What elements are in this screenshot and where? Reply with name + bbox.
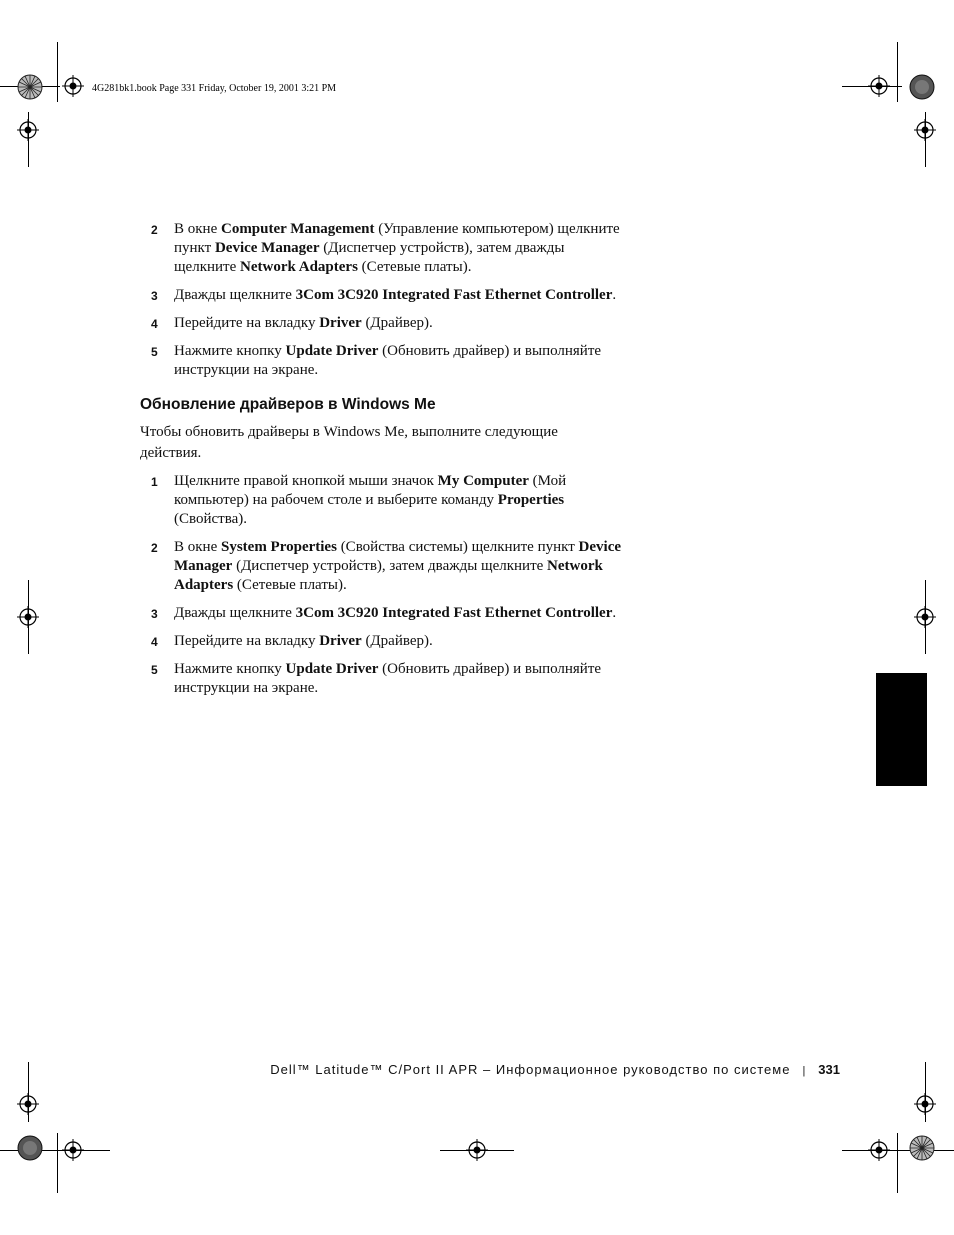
step-text bbox=[174, 472, 624, 529]
ui-term: Computer Management bbox=[220, 221, 375, 237]
list-item bbox=[140, 286, 640, 305]
step-text-run: Дважды щелкните bbox=[174, 287, 296, 303]
registration-target-icon bbox=[914, 606, 936, 628]
step-text-run: . bbox=[612, 287, 617, 303]
step-text-run: В окне bbox=[174, 539, 221, 555]
registration-target-icon bbox=[17, 119, 39, 141]
steps-list bbox=[140, 220, 640, 380]
step-text bbox=[174, 660, 624, 698]
step-number: 2 bbox=[151, 223, 158, 237]
step-text-run: (Сетевые платы). bbox=[357, 259, 472, 275]
step-text-run: Перейдите на вкладку bbox=[174, 315, 320, 331]
step-text bbox=[174, 286, 624, 305]
registration-target-icon bbox=[62, 1139, 84, 1161]
main-content bbox=[140, 220, 640, 707]
step-text-run: В окне bbox=[174, 221, 221, 237]
step-number: 5 bbox=[151, 663, 158, 677]
step-text-run: (Свойства системы) щелкните пункт bbox=[336, 539, 579, 555]
ui-term: Properties bbox=[497, 492, 565, 508]
ui-term: Driver bbox=[319, 633, 362, 649]
step-text bbox=[174, 604, 624, 623]
step-text-run: (Диспетчер устройств), затем дважды щелкните bbox=[174, 240, 565, 275]
registration-target-icon bbox=[868, 1139, 890, 1161]
print-slug: 4G281bk1.book Page 331 Friday, October 19, 2001 3:21 PM bbox=[92, 83, 337, 94]
step-text-run: (Диспетчер устройств), затем дважды щелкните bbox=[232, 558, 548, 574]
ui-term: Network Adapters bbox=[240, 259, 358, 275]
section-heading: Обновление драйверов в Windows Me bbox=[140, 396, 436, 413]
list-item bbox=[140, 220, 640, 277]
step-number: 5 bbox=[151, 345, 158, 359]
page-number: 331 bbox=[818, 1062, 840, 1077]
list-item bbox=[140, 660, 640, 698]
step-text-run: Дважды щелкните bbox=[174, 605, 296, 621]
list-item bbox=[140, 342, 640, 380]
step-number: 4 bbox=[151, 635, 158, 649]
step-text bbox=[174, 220, 624, 277]
step-number: 3 bbox=[151, 289, 158, 303]
step-text bbox=[174, 342, 624, 380]
step-text-run: (Сетевые платы). bbox=[233, 577, 347, 593]
step-number: 3 bbox=[151, 607, 158, 621]
step-text-run: Щелкните правой кнопкой мыши значок bbox=[174, 473, 438, 489]
list-item bbox=[140, 632, 640, 651]
ui-term: 3Com 3C920 Integrated Fast Ethernet Controller bbox=[295, 287, 613, 303]
step-text bbox=[174, 538, 624, 595]
halftone-mark-icon bbox=[17, 1135, 43, 1161]
step-text-run: (Драйвер). bbox=[361, 633, 433, 649]
ui-term: Update Driver bbox=[285, 661, 379, 677]
steps-list bbox=[140, 472, 640, 698]
intro-paragraph: Чтобы обновить драйверы в Windows Me, выполните следующие действия. bbox=[140, 424, 558, 461]
step-number: 4 bbox=[151, 317, 158, 331]
registration-target-icon bbox=[914, 1093, 936, 1115]
step-text-run: (Мой компьютер) на рабочем столе и выберите команду bbox=[174, 473, 567, 508]
registration-target-icon bbox=[868, 75, 890, 97]
ui-term: My Computer bbox=[437, 473, 529, 489]
list-item bbox=[140, 314, 640, 333]
ui-term: Device Manager bbox=[214, 240, 320, 256]
step-text-run: . bbox=[612, 605, 617, 621]
ui-term: Device Manager bbox=[174, 539, 622, 574]
registration-target-icon bbox=[62, 75, 84, 97]
starburst-mark-icon bbox=[17, 74, 43, 100]
list-item bbox=[140, 538, 640, 595]
registration-target-icon bbox=[17, 606, 39, 628]
ui-term: System Properties bbox=[220, 539, 337, 555]
registration-target-icon bbox=[17, 1093, 39, 1115]
step-text-run: Перейдите на вкладку bbox=[174, 633, 320, 649]
step-text-run: (Драйвер). bbox=[361, 315, 433, 331]
step-text bbox=[174, 632, 624, 651]
halftone-mark-icon bbox=[909, 74, 935, 100]
step-text-run: (Обновить драйвер) и выполняйте инструкции на экране. bbox=[174, 661, 602, 696]
step-number: 2 bbox=[151, 541, 158, 555]
step-text bbox=[174, 314, 624, 333]
step-text-run: (Обновить драйвер) и выполняйте инструкции на экране. bbox=[174, 343, 602, 378]
page-footer bbox=[200, 1062, 840, 1077]
starburst-mark-icon bbox=[909, 1135, 935, 1161]
step-text-run: (Свойства). bbox=[174, 511, 248, 527]
chapter-thumb-tab bbox=[876, 673, 927, 786]
step-text-run: Нажмите кнопку bbox=[174, 661, 286, 677]
ui-term: Driver bbox=[319, 315, 362, 331]
ui-term: 3Com 3C920 Integrated Fast Ethernet Controller bbox=[295, 605, 613, 621]
registration-target-icon bbox=[914, 119, 936, 141]
list-item bbox=[140, 604, 640, 623]
step-text-run: Нажмите кнопку bbox=[174, 343, 286, 359]
registration-target-icon bbox=[466, 1139, 488, 1161]
step-text-run: (Управление компьютером) щелкните пункт bbox=[174, 221, 620, 256]
ui-term: Update Driver bbox=[285, 343, 379, 359]
ui-term: Network Adapters bbox=[174, 558, 603, 593]
list-item bbox=[140, 472, 640, 529]
footer-title: Dell™ Latitude™ C/Port II APR – Информационное руководство по системе bbox=[270, 1062, 791, 1077]
footer-separator: | bbox=[802, 1065, 807, 1077]
step-number: 1 bbox=[151, 475, 158, 489]
